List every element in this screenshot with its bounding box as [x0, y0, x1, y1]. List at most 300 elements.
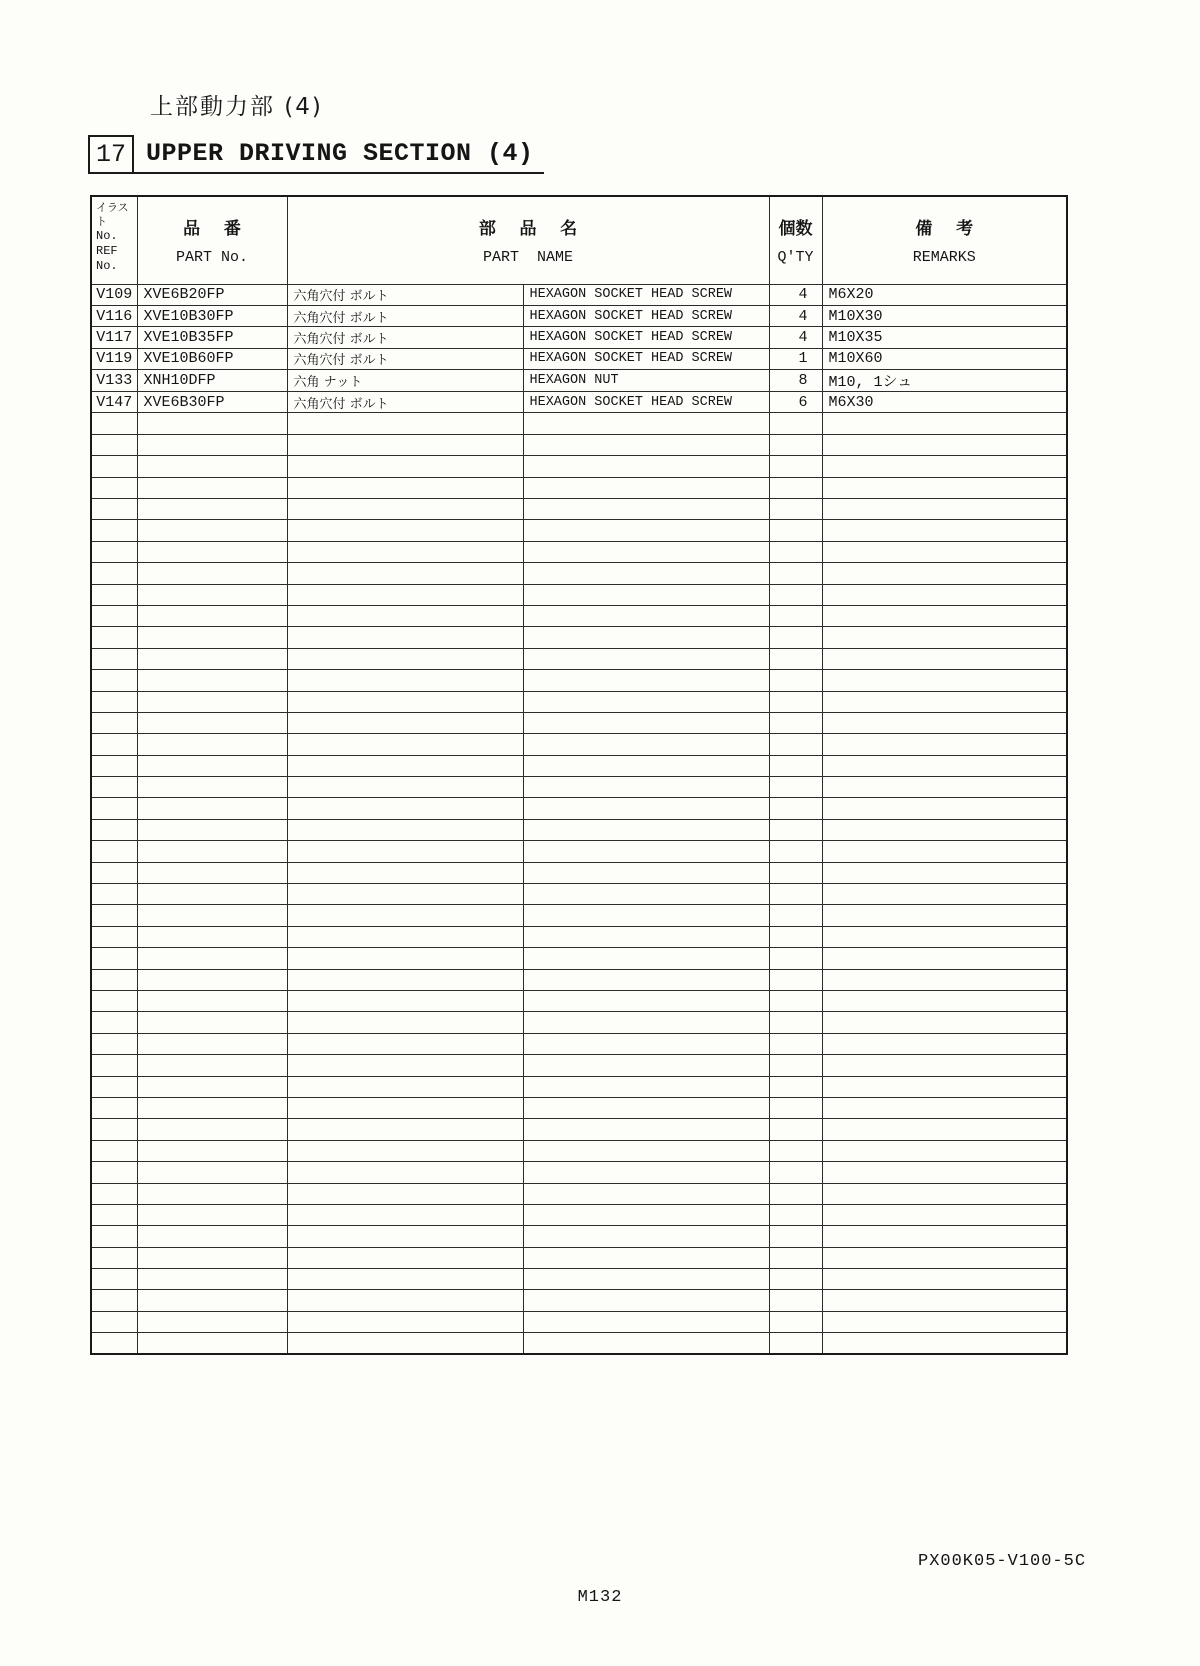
cell-ref-empty [91, 477, 137, 498]
cell-qty-empty [769, 1311, 822, 1332]
cell-name_en-empty [523, 1033, 769, 1054]
table-row [91, 327, 1067, 348]
cell-name_en-empty [523, 1055, 769, 1076]
cell-part_no-empty [137, 670, 287, 691]
cell-name_en-empty [523, 584, 769, 605]
cell-remarks-empty [822, 734, 1067, 755]
cell-name_en-empty [523, 991, 769, 1012]
cell-name_jp-empty [287, 734, 523, 755]
cell-remarks-empty [822, 563, 1067, 584]
cell-qty: 6 [769, 392, 822, 413]
cell-name_jp-empty [287, 905, 523, 926]
cell-remarks-empty [822, 1055, 1067, 1076]
table-row-empty [91, 627, 1067, 648]
cell-qty-empty [769, 1204, 822, 1225]
table-row-empty [91, 884, 1067, 905]
cell-ref-empty [91, 862, 137, 883]
cell-name_en-empty [523, 1119, 769, 1140]
table-row-empty [91, 819, 1067, 840]
cell-name_en-empty [523, 712, 769, 733]
cell-name_en-empty [523, 477, 769, 498]
cell-remarks-empty [822, 798, 1067, 819]
header-qty [769, 196, 822, 284]
cell-name_jp-empty [287, 862, 523, 883]
cell-name_en-empty [523, 456, 769, 477]
cell-remarks-empty [822, 969, 1067, 990]
cell-name_jp-empty [287, 605, 523, 626]
cell-part_no-empty [137, 777, 287, 798]
table-row-empty [91, 905, 1067, 926]
cell-qty: 4 [769, 327, 822, 348]
cell-name_jp-empty [287, 1076, 523, 1097]
cell-name_en-empty [523, 1162, 769, 1183]
cell-ref: V133 [91, 370, 137, 392]
table-row [91, 392, 1067, 413]
table-row-empty [91, 1097, 1067, 1118]
document-code: PX00K05-V100-5C [918, 1552, 1087, 1571]
cell-part_no-empty [137, 819, 287, 840]
cell-name_jp-empty [287, 1247, 523, 1268]
table-row [91, 305, 1067, 326]
parts-table-header [91, 196, 1067, 284]
cell-ref-empty [91, 413, 137, 434]
table-row-empty [91, 563, 1067, 584]
cell-part_no-empty [137, 691, 287, 712]
cell-remarks-empty [822, 991, 1067, 1012]
cell-remarks-empty [822, 1333, 1067, 1354]
cell-qty-empty [769, 969, 822, 990]
cell-name_jp-empty [287, 1333, 523, 1354]
cell-name_jp-empty [287, 991, 523, 1012]
cell-qty-empty [769, 1140, 822, 1161]
cell-ref-empty [91, 969, 137, 990]
table-row-empty [91, 1055, 1067, 1076]
page-number: M132 [577, 1588, 623, 1607]
cell-name_en-empty [523, 926, 769, 947]
cell-part_no-empty [137, 1076, 287, 1097]
table-row-empty [91, 477, 1067, 498]
cell-name_en-empty [523, 905, 769, 926]
cell-part_no-empty [137, 1333, 287, 1354]
cell-name_en-empty [523, 648, 769, 669]
cell-qty-empty [769, 926, 822, 947]
cell-name_en: HEXAGON SOCKET HEAD SCREW [523, 305, 769, 326]
cell-ref-empty [91, 648, 137, 669]
cell-name_en-empty [523, 1247, 769, 1268]
cell-qty-empty [769, 1247, 822, 1268]
cell-qty-empty [769, 1269, 822, 1290]
cell-part_no-empty [137, 456, 287, 477]
cell-part_no-empty [137, 434, 287, 455]
cell-name_en-empty [523, 969, 769, 990]
cell-name_jp-empty [287, 1055, 523, 1076]
header-ref-jp: イラスト [96, 201, 129, 228]
header-part-name-jp: 部 品 名 [478, 219, 578, 240]
cell-remarks-empty [822, 1033, 1067, 1054]
cell-name_en-empty [523, 1333, 769, 1354]
cell-qty-empty [769, 1012, 822, 1033]
cell-part_no-empty [137, 884, 287, 905]
cell-remarks: M10X35 [822, 327, 1067, 348]
table-row-empty [91, 648, 1067, 669]
cell-part_no-empty [137, 627, 287, 648]
cell-remarks: M10X60 [822, 348, 1067, 369]
cell-name_jp-empty [287, 1290, 523, 1311]
cell-ref-empty [91, 456, 137, 477]
cell-name_jp-empty [287, 1311, 523, 1332]
cell-name_jp-empty [287, 584, 523, 605]
cell-ref-empty [91, 1162, 137, 1183]
cell-part_no: XVE10B30FP [137, 305, 287, 326]
table-row-empty [91, 734, 1067, 755]
cell-name_jp-empty [287, 499, 523, 520]
cell-name_en-empty [523, 862, 769, 883]
cell-part_no-empty [137, 648, 287, 669]
section-number: 17 [88, 135, 134, 172]
cell-part_no-empty [137, 499, 287, 520]
cell-qty-empty [769, 605, 822, 626]
cell-ref-empty [91, 905, 137, 926]
table-row-empty [91, 584, 1067, 605]
cell-part_no-empty [137, 1119, 287, 1140]
table-row-empty [91, 755, 1067, 776]
cell-part_no-empty [137, 584, 287, 605]
cell-name_jp: 六角穴付 ボルト [287, 327, 523, 348]
table-row-empty [91, 1119, 1067, 1140]
cell-name_jp-empty [287, 520, 523, 541]
cell-ref-empty [91, 1140, 137, 1161]
cell-name_en-empty [523, 434, 769, 455]
cell-name_en-empty [523, 1311, 769, 1332]
cell-ref-empty [91, 1119, 137, 1140]
cell-name_jp-empty [287, 456, 523, 477]
table-row-empty [91, 541, 1067, 562]
cell-qty-empty [769, 627, 822, 648]
cell-remarks-empty [822, 627, 1067, 648]
cell-name_en-empty [523, 841, 769, 862]
cell-remarks-empty [822, 648, 1067, 669]
cell-remarks-empty [822, 1140, 1067, 1161]
cell-remarks-empty [822, 1226, 1067, 1247]
cell-name_en-empty [523, 734, 769, 755]
cell-name_en-empty [523, 755, 769, 776]
header-qty-jp: 個数 [778, 219, 813, 240]
table-row-empty [91, 926, 1067, 947]
cell-qty-empty [769, 520, 822, 541]
cell-part_no-empty [137, 477, 287, 498]
cell-qty-empty [769, 434, 822, 455]
cell-name_jp-empty [287, 884, 523, 905]
cell-remarks-empty [822, 884, 1067, 905]
table-row-empty [91, 691, 1067, 712]
cell-part_no-empty [137, 841, 287, 862]
table-row-empty [91, 605, 1067, 626]
cell-ref: V116 [91, 305, 137, 326]
table-row-empty [91, 670, 1067, 691]
cell-name_jp-empty [287, 777, 523, 798]
cell-part_no-empty [137, 734, 287, 755]
cell-part_no-empty [137, 1162, 287, 1183]
cell-part_no: XVE6B30FP [137, 392, 287, 413]
cell-name_en-empty [523, 819, 769, 840]
cell-ref-empty [91, 627, 137, 648]
table-row-empty [91, 862, 1067, 883]
cell-remarks-empty [822, 413, 1067, 434]
cell-ref: V109 [91, 284, 137, 305]
cell-qty-empty [769, 563, 822, 584]
cell-qty-empty [769, 712, 822, 733]
cell-remarks: M6X30 [822, 392, 1067, 413]
cell-qty-empty [769, 948, 822, 969]
cell-part_no-empty [137, 1055, 287, 1076]
cell-name_en: HEXAGON SOCKET HEAD SCREW [523, 284, 769, 305]
cell-part_no: XVE10B60FP [137, 348, 287, 369]
cell-name_jp-empty [287, 627, 523, 648]
cell-part_no-empty [137, 541, 287, 562]
header-remarks [822, 196, 1067, 284]
cell-name_jp-empty [287, 1140, 523, 1161]
cell-name_en-empty [523, 499, 769, 520]
cell-ref-empty [91, 434, 137, 455]
cell-part_no-empty [137, 948, 287, 969]
cell-name_jp-empty [287, 841, 523, 862]
cell-remarks-empty [822, 712, 1067, 733]
cell-name_jp-empty [287, 1012, 523, 1033]
cell-ref-empty [91, 991, 137, 1012]
table-row-empty [91, 948, 1067, 969]
cell-part_no-empty [137, 1204, 287, 1225]
cell-remarks-empty [822, 1311, 1067, 1332]
cell-part_no-empty [137, 712, 287, 733]
cell-ref-empty [91, 948, 137, 969]
cell-part_no-empty [137, 755, 287, 776]
cell-name_en-empty [523, 541, 769, 562]
cell-remarks-empty [822, 1247, 1067, 1268]
cell-name_en-empty [523, 413, 769, 434]
cell-qty-empty [769, 734, 822, 755]
cell-qty-empty [769, 1226, 822, 1247]
cell-qty-empty [769, 819, 822, 840]
cell-name_jp-empty [287, 1033, 523, 1054]
cell-ref-empty [91, 1097, 137, 1118]
cell-qty-empty [769, 1055, 822, 1076]
cell-part_no-empty [137, 563, 287, 584]
cell-remarks-empty [822, 520, 1067, 541]
cell-part_no-empty [137, 1097, 287, 1118]
table-row [91, 348, 1067, 369]
cell-name_en-empty [523, 1269, 769, 1290]
cell-qty-empty [769, 1290, 822, 1311]
cell-name_en: HEXAGON SOCKET HEAD SCREW [523, 327, 769, 348]
cell-ref-empty [91, 1012, 137, 1033]
header-ref-line: REF [96, 243, 118, 258]
table-row-empty [91, 1204, 1067, 1225]
page-title-japanese: 上部動力部 (4) [150, 94, 323, 120]
cell-name_jp-empty [287, 477, 523, 498]
cell-remarks-empty [822, 1204, 1067, 1225]
cell-name_en-empty [523, 948, 769, 969]
cell-qty-empty [769, 413, 822, 434]
cell-ref-empty [91, 1033, 137, 1054]
cell-name_jp: 六角穴付 ボルト [287, 284, 523, 305]
cell-name_jp-empty [287, 1183, 523, 1204]
cell-name_en-empty [523, 1012, 769, 1033]
cell-qty: 4 [769, 305, 822, 326]
cell-ref-empty [91, 926, 137, 947]
cell-name_jp: 六角 ナット [287, 370, 523, 392]
cell-name_jp-empty [287, 1097, 523, 1118]
cell-ref-empty [91, 499, 137, 520]
table-row-empty [91, 969, 1067, 990]
cell-ref-empty [91, 841, 137, 862]
cell-ref-empty [91, 563, 137, 584]
cell-name_jp-empty [287, 691, 523, 712]
table-row-empty [91, 434, 1067, 455]
table-row-empty [91, 841, 1067, 862]
cell-remarks-empty [822, 434, 1067, 455]
cell-remarks-empty [822, 1076, 1067, 1097]
cell-qty-empty [769, 991, 822, 1012]
cell-name_en-empty [523, 563, 769, 584]
cell-name_en-empty [523, 627, 769, 648]
cell-name_en-empty [523, 777, 769, 798]
cell-ref-empty [91, 1204, 137, 1225]
cell-ref-empty [91, 1055, 137, 1076]
table-row-empty [91, 520, 1067, 541]
cell-name_jp-empty [287, 541, 523, 562]
cell-ref-empty [91, 884, 137, 905]
table-row-empty [91, 1183, 1067, 1204]
cell-name_jp-empty [287, 670, 523, 691]
table-row-empty [91, 1076, 1067, 1097]
cell-ref-empty [91, 1183, 137, 1204]
cell-remarks-empty [822, 605, 1067, 626]
table-row-empty [91, 1247, 1067, 1268]
cell-ref: V119 [91, 348, 137, 369]
cell-part_no-empty [137, 1140, 287, 1161]
table-row-empty [91, 1333, 1067, 1354]
cell-name_en-empty [523, 1140, 769, 1161]
cell-remarks-empty [822, 819, 1067, 840]
cell-name_en-empty [523, 1290, 769, 1311]
cell-qty-empty [769, 499, 822, 520]
cell-part_no-empty [137, 413, 287, 434]
cell-qty-empty [769, 584, 822, 605]
cell-qty-empty [769, 648, 822, 669]
cell-qty-empty [769, 1119, 822, 1140]
header-part-no-jp: 品 番 [183, 219, 241, 240]
cell-name_jp-empty [287, 926, 523, 947]
cell-name_jp-empty [287, 413, 523, 434]
table-row-empty [91, 456, 1067, 477]
table-row [91, 370, 1067, 392]
cell-qty-empty [769, 1183, 822, 1204]
cell-name_jp-empty [287, 1269, 523, 1290]
cell-remarks-empty [822, 499, 1067, 520]
header-remarks-jp: 備 考 [915, 219, 974, 240]
cell-name_en-empty [523, 691, 769, 712]
cell-ref-empty [91, 520, 137, 541]
table-row-empty [91, 1290, 1067, 1311]
cell-name_en-empty [523, 1226, 769, 1247]
parts-table-body [91, 284, 1067, 1354]
cell-remarks-empty [822, 948, 1067, 969]
cell-qty-empty [769, 1097, 822, 1118]
table-row-empty [91, 1033, 1067, 1054]
cell-ref-empty [91, 605, 137, 626]
cell-remarks: M10X30 [822, 305, 1067, 326]
cell-remarks-empty [822, 1290, 1067, 1311]
table-row-empty [91, 1162, 1067, 1183]
cell-part_no-empty [137, 969, 287, 990]
cell-qty-empty [769, 798, 822, 819]
table-row-empty [91, 1269, 1067, 1290]
table-row-empty [91, 798, 1067, 819]
cell-name_jp-empty [287, 434, 523, 455]
cell-qty-empty [769, 670, 822, 691]
cell-remarks-empty [822, 1012, 1067, 1033]
cell-part_no-empty [137, 905, 287, 926]
cell-part_no-empty [137, 520, 287, 541]
table-row [91, 284, 1067, 305]
cell-remarks-empty [822, 670, 1067, 691]
section-header [88, 135, 544, 174]
cell-part_no: XNH10DFP [137, 370, 287, 392]
cell-name_jp: 六角穴付 ボルト [287, 305, 523, 326]
cell-part_no-empty [137, 1311, 287, 1332]
cell-name_en-empty [523, 520, 769, 541]
header-part-no-en: PART No. [175, 249, 248, 267]
cell-remarks-empty [822, 755, 1067, 776]
cell-part_no-empty [137, 1290, 287, 1311]
cell-remarks-empty [822, 1269, 1067, 1290]
table-row-empty [91, 712, 1067, 733]
cell-ref-empty [91, 1076, 137, 1097]
cell-part_no: XVE6B20FP [137, 284, 287, 305]
cell-remarks-empty [822, 862, 1067, 883]
cell-part_no-empty [137, 1183, 287, 1204]
cell-qty-empty [769, 691, 822, 712]
header-part-name [287, 196, 769, 284]
cell-name_jp: 六角穴付 ボルト [287, 348, 523, 369]
cell-ref-empty [91, 670, 137, 691]
cell-ref-empty [91, 584, 137, 605]
cell-ref-empty [91, 755, 137, 776]
cell-ref-empty [91, 1269, 137, 1290]
cell-name_jp-empty [287, 1162, 523, 1183]
cell-qty-empty [769, 1333, 822, 1354]
cell-qty-empty [769, 1076, 822, 1097]
cell-name_jp-empty [287, 712, 523, 733]
cell-qty-empty [769, 777, 822, 798]
cell-qty: 4 [769, 284, 822, 305]
cell-name_jp-empty [287, 819, 523, 840]
cell-ref-empty [91, 1290, 137, 1311]
cell-name_jp-empty [287, 948, 523, 969]
cell-ref-empty [91, 819, 137, 840]
cell-name_jp-empty [287, 648, 523, 669]
cell-part_no-empty [137, 1033, 287, 1054]
table-row-empty [91, 777, 1067, 798]
cell-ref-empty [91, 691, 137, 712]
cell-qty-empty [769, 884, 822, 905]
table-row-empty [91, 1311, 1067, 1332]
cell-remarks-empty [822, 1162, 1067, 1183]
cell-ref-empty [91, 1226, 137, 1247]
cell-remarks-empty [822, 691, 1067, 712]
cell-qty-empty [769, 841, 822, 862]
cell-name_jp-empty [287, 798, 523, 819]
